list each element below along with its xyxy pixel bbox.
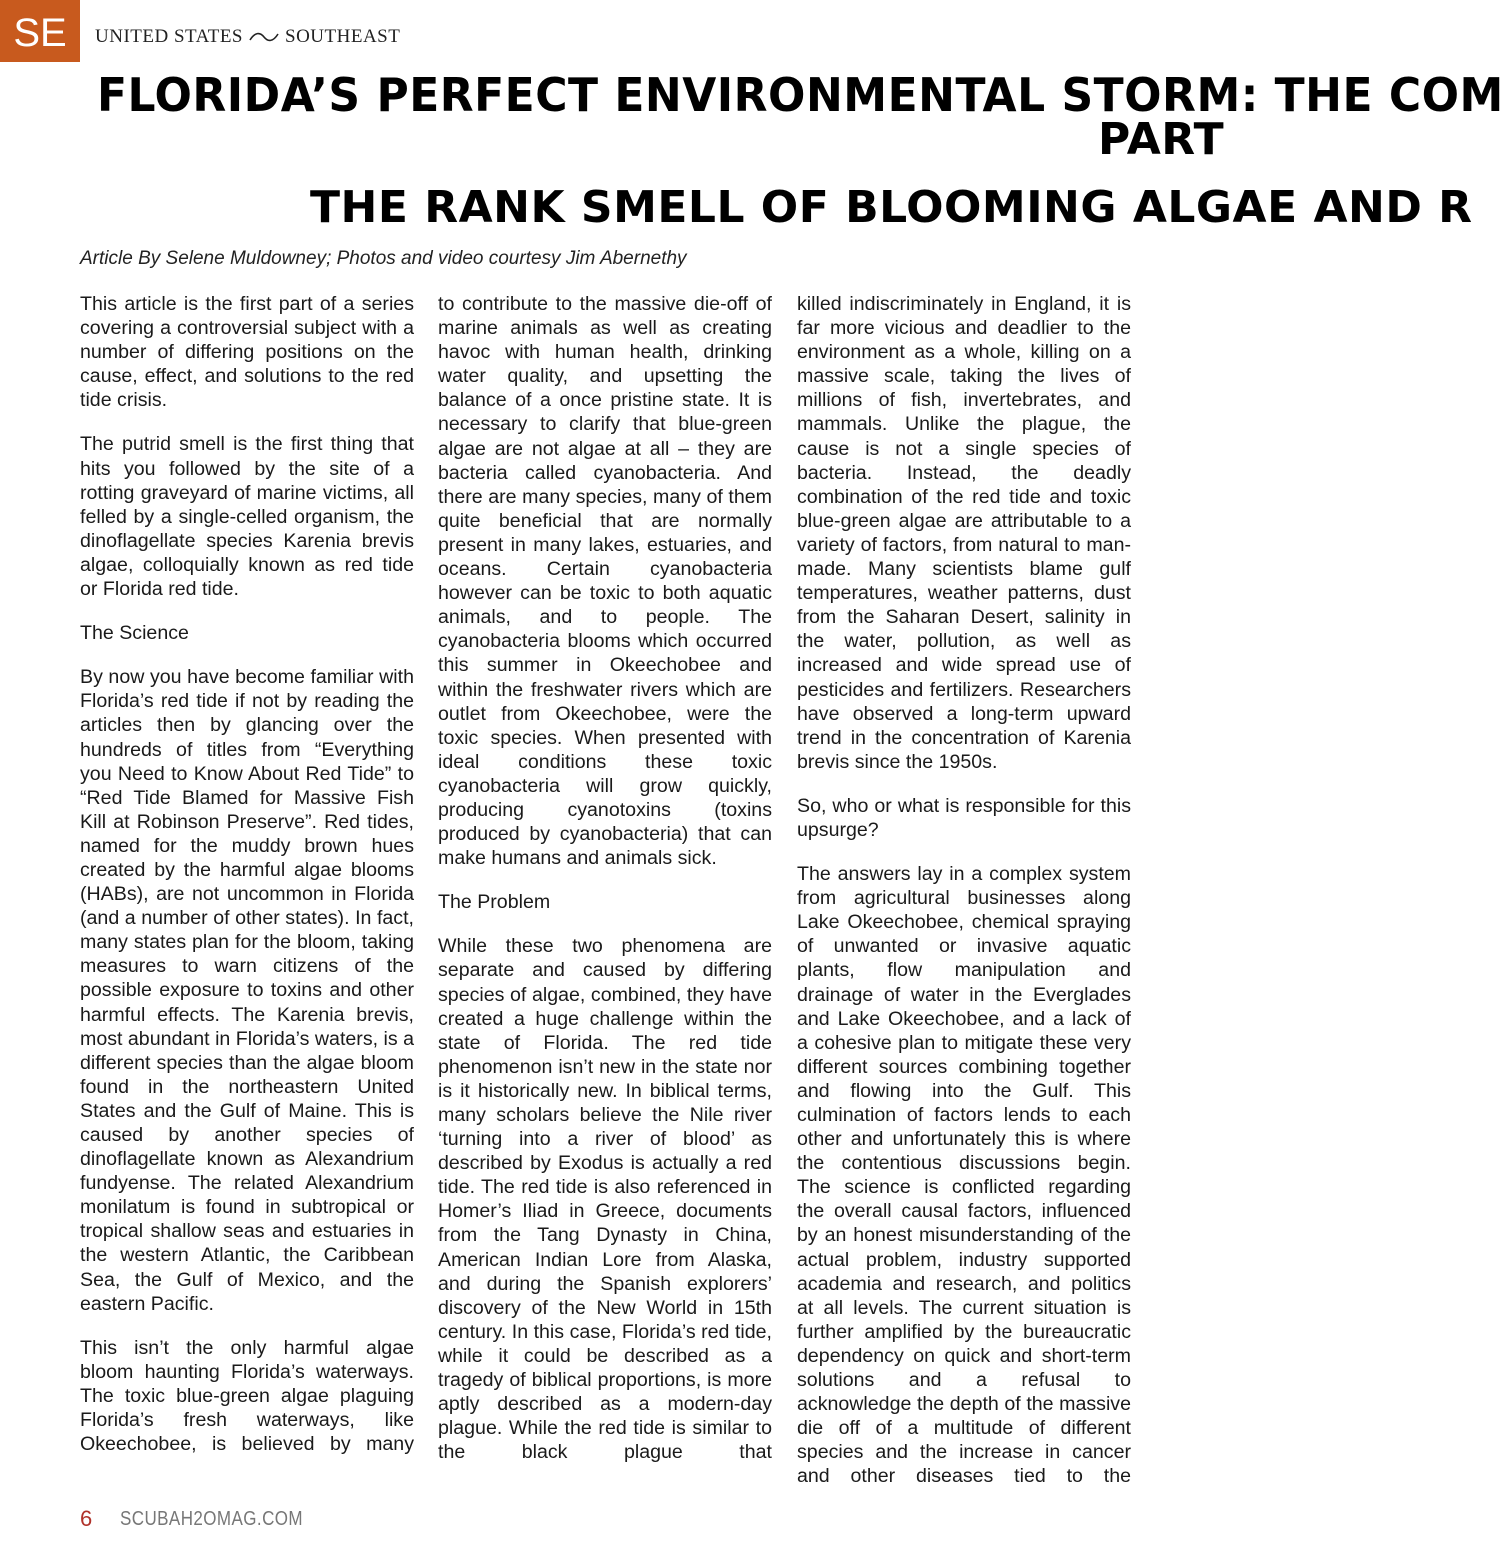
headline bbox=[0, 66, 1504, 246]
paragraph: killed indiscriminately in England, it is far more vicious and deadlier to the environment as a whole, killing on a massive scale, taking the lives of millions of fish, invertebrates, and mammals. Unlike the plague, the cause is not a single species of bacteria. Instead, the deadly combination of the red tide and toxic blue-green algae are attributable to a variety of factors, from natural to man-made. Many scientists blame gulf temperatures, weather patterns, dust from the Saharan Desert, salinity in the water, pollution, as well as increased and wide spread use of pesticides and fertilizers. Researchers have observed a long-term upward trend in the concentration of Karenia brevis since the 1950s. bbox=[797, 293, 1131, 773]
subheading-science: The Science bbox=[80, 622, 189, 645]
paragraph: to contribute to the massive die-off of marine animals as well as creating havoc with human health, drinking water quality, and upsetting the balance of a once pristine state. It is necessary to clarify that blue-green algae are not algae at all – they are bacteria called cyanobacteria. And there are many species, many of them quite beneficial that are normally present in many lakes, estuaries, and oceans. Certain cyanobacteria however can be toxic to both aquatic animals, and to people. The cyanobacteria blooms which occurred this summer in Okeechobee and within the freshwater rivers which are outlet from Okeechobee, were the toxic species. When presented with ideal conditions these toxic cyanobacteria will grow quickly, producing cyanotoxins (toxins produced by cyanobacteria) that can make humans and animals sick. bbox=[438, 293, 772, 870]
page-number: 6 bbox=[80, 1506, 93, 1531]
page-footer bbox=[80, 1506, 336, 1532]
byline: Article By Selene Muldowney; Photos and video courtesy Jim Abernethy bbox=[80, 248, 687, 269]
section-tab bbox=[0, 0, 80, 62]
paragraph: While these two phenomena are separate and caused by differing species of algae, combined, they have created a huge challenge within the state of Florida. The red tide phenomenon isn’t new in the state nor is it historically new. In biblical terms, many scholars believe the Nile river ‘turning into a river of blood’ as described by Exodus is actually a red tide. The red tide is also referenced in Homer’s Iliad in Greece, documents from the Tang Dynasty in China, American Indian Lore from Alaska, and during the Spanish explorers’ discovery of the New World in 15th century. In this case, Florida’s red tide, while it could be described as a tragedy of biblical proportions, is more aptly described as a modern-day plague. While the red tide is similar to the black plague that bbox=[438, 935, 772, 1464]
tilde-swash-icon bbox=[249, 30, 279, 44]
region-right: SOUTHEAST bbox=[285, 26, 401, 47]
article-column-2 bbox=[438, 292, 772, 1464]
paragraph: This isn’t the only harmful algae bloom haunting Florida’s waterways. The toxic blue-green algae plaguing Florida’s fresh waterways, like Okeechobee, is believed by many bbox=[80, 1336, 414, 1456]
paragraph: The putrid smell is the first thing that hits you followed by the site of a rotting graveyard of marine victims, all felled by a single-celled organism, the dinoflagellate species Karenia brevis algae, colloquially known as red tide or Florida red tide. bbox=[80, 433, 414, 601]
headline-line-2: PART bbox=[1098, 114, 1225, 165]
site-url[interactable]: SCUBAH2OMAG.COM bbox=[120, 1507, 304, 1530]
paragraph: The answers lay in a complex system from agricultural businesses along Lake Okeechobee, chemical spraying of unwanted or invasive aquatic plants, flow manipulation and drainage of water in the Everglades and Lake Okeechobee, and a lack of a cohesive plan to mitigate these very different sources combining together and flowing into the Gulf. This culmination of factors lends to each other and unfortunately this is where the contentious discussions begin. The science is conflicted regarding the overall causal factors, influenced by an honest misunderstanding of the actual problem, industry supported academia and research, and politics at all levels. The current situation is further amplified by the bureaucratic dependency on quick and short-term solutions and a refusal to acknowledge the depth of the massive die off of a multitude of different species and the increase in cancer and other diseases tied to the bbox=[797, 863, 1131, 1488]
subheading-problem: The Problem bbox=[438, 891, 551, 914]
article-column-3 bbox=[797, 292, 1131, 1489]
paragraph: So, who or what is responsible for this upsurge? bbox=[797, 794, 1131, 841]
section-tab-label: SE bbox=[13, 11, 67, 55]
headline-line-3: THE RANK SMELL OF BLOOMING ALGAE AND R bbox=[310, 182, 1473, 233]
paragraph: By now you have become familiar with Florida’s red tide if not by reading the articles then by glancing over the hundreds of titles from “Everything you Need to Know About Red Tide” to “Red Tide Blamed for Massive Fish Kill at Robinson Preserve”. Red tides, named for the muddy brown hues created by the harmful algae blooms (HABs), are not uncommon in Florida (and a number of other states). In fact, many states plan for the bloom, taking measures to warn citizens of the possible exposure to toxins and other harmful effects. The Karenia brevis, most abundant in Florida’s waters, is a different species than the algae bloom found in the northeastern United States and the Gulf of Maine. This is caused by another species of dinoflagellate known as Alexandrium fundyense. The related Alexandrium monilatum is found in subtropical or tropical shallow seas and estuaries in the western Atlantic, the Caribbean Sea, the Gulf of Mexico, and the eastern Pacific. bbox=[80, 666, 414, 1315]
headline-line-1: FLORIDA’S PERFECT ENVIRONMENTAL STORM: THE COM bbox=[97, 68, 1504, 123]
region-label bbox=[95, 26, 400, 48]
paragraph: This article is the first part of a series covering a controversial subject with a number of differing positions on the cause, effect, and solutions to the red tide crisis. bbox=[80, 293, 414, 412]
region-left: UNITED STATES bbox=[95, 26, 243, 47]
article-column-1 bbox=[80, 292, 414, 1456]
